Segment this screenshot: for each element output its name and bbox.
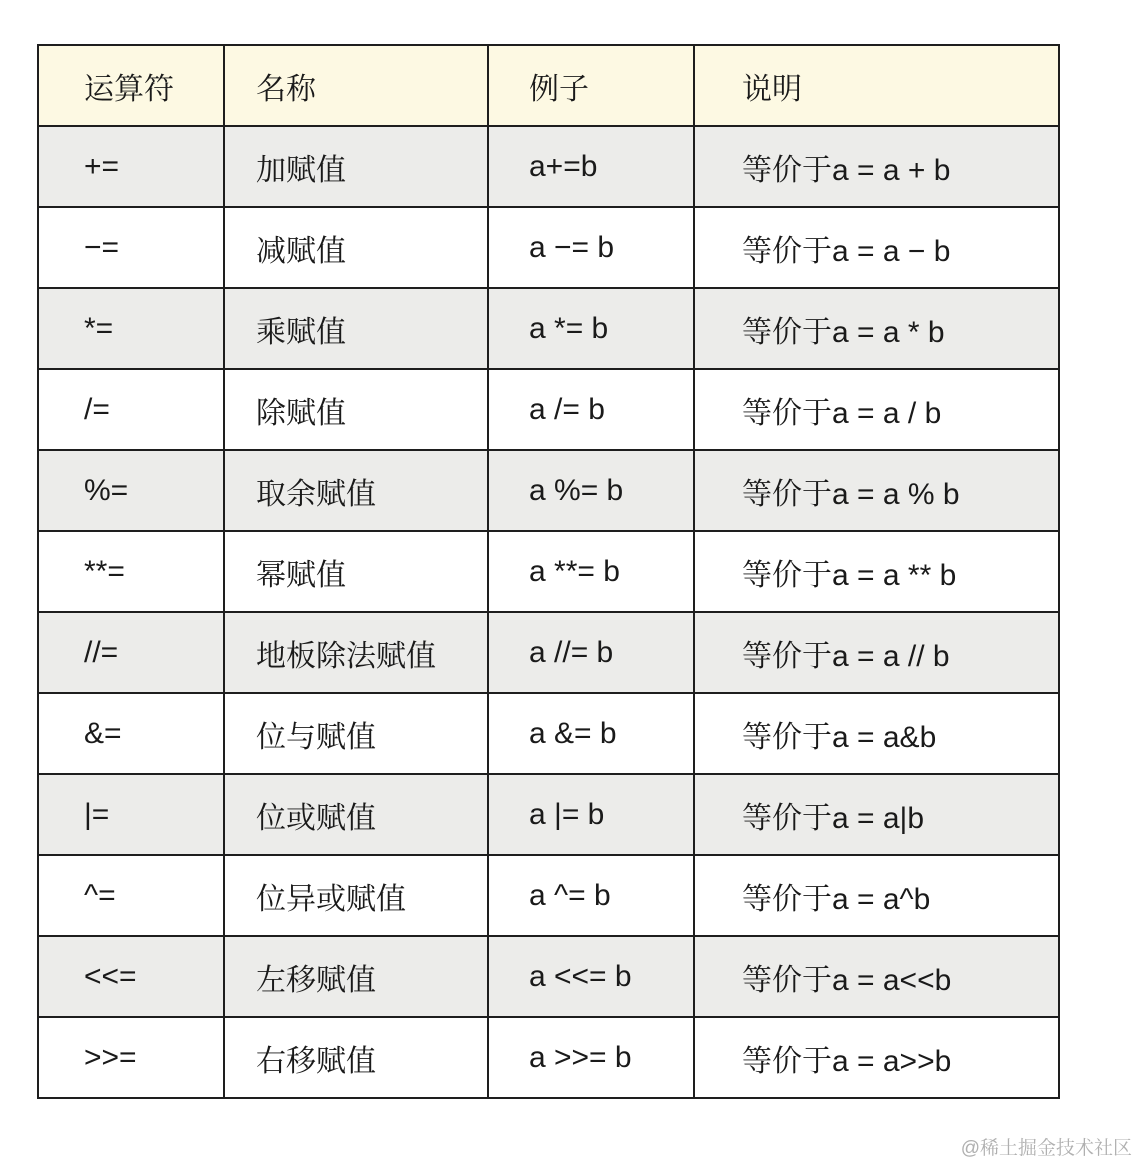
description-cell: 等价于a = a % b — [694, 450, 1059, 531]
table-row — [38, 288, 1059, 369]
description-cell: 等价于a = a // b — [694, 612, 1059, 693]
operator-cell: ^= — [38, 855, 224, 936]
table-row — [38, 936, 1059, 1017]
description-cell: 等价于a = a<<b — [694, 936, 1059, 1017]
name-cell: 地板除法赋值 — [224, 612, 488, 693]
example-cell: a %= b — [488, 450, 694, 531]
operator-cell: >>= — [38, 1017, 224, 1098]
example-cell: a <<= b — [488, 936, 694, 1017]
description-cell: 等价于a = a / b — [694, 369, 1059, 450]
description-cell: 等价于a = a ** b — [694, 531, 1059, 612]
name-cell: 右移赋值 — [224, 1017, 488, 1098]
table-row — [38, 612, 1059, 693]
name-cell: 取余赋值 — [224, 450, 488, 531]
operator-cell: **= — [38, 531, 224, 612]
example-cell: a //= b — [488, 612, 694, 693]
table-row — [38, 855, 1059, 936]
description-cell: 等价于a = a^b — [694, 855, 1059, 936]
description-cell: 等价于a = a|b — [694, 774, 1059, 855]
name-cell: 位异或赋值 — [224, 855, 488, 936]
table-row — [38, 369, 1059, 450]
name-cell: 加赋值 — [224, 126, 488, 207]
name-cell: 位或赋值 — [224, 774, 488, 855]
example-cell: a &= b — [488, 693, 694, 774]
table-row — [38, 126, 1059, 207]
operator-cell: &= — [38, 693, 224, 774]
operator-cell: += — [38, 126, 224, 207]
header-operator: 运算符 — [38, 45, 224, 126]
watermark: @稀土掘金技术社区 — [960, 1138, 1132, 1159]
description-cell: 等价于a = a&b — [694, 693, 1059, 774]
example-cell: a **= b — [488, 531, 694, 612]
operator-cell: %= — [38, 450, 224, 531]
header-example: 例子 — [488, 45, 694, 126]
name-cell: 幂赋值 — [224, 531, 488, 612]
operator-cell: |= — [38, 774, 224, 855]
name-cell: 除赋值 — [224, 369, 488, 450]
name-cell: 左移赋值 — [224, 936, 488, 1017]
description-cell: 等价于a = a>>b — [694, 1017, 1059, 1098]
description-cell: 等价于a = a * b — [694, 288, 1059, 369]
name-cell: 乘赋值 — [224, 288, 488, 369]
assignment-operators-table — [37, 44, 1060, 1099]
operator-cell: /= — [38, 369, 224, 450]
name-cell: 位与赋值 — [224, 693, 488, 774]
table-row — [38, 450, 1059, 531]
operator-table-container — [37, 44, 1058, 1099]
name-cell: 减赋值 — [224, 207, 488, 288]
table-row — [38, 693, 1059, 774]
table-row — [38, 207, 1059, 288]
operator-cell: *= — [38, 288, 224, 369]
table-row — [38, 531, 1059, 612]
example-cell: a /= b — [488, 369, 694, 450]
operator-cell: //= — [38, 612, 224, 693]
description-cell: 等价于a = a + b — [694, 126, 1059, 207]
table-row — [38, 774, 1059, 855]
header-name: 名称 — [224, 45, 488, 126]
example-cell: a+=b — [488, 126, 694, 207]
example-cell: a |= b — [488, 774, 694, 855]
operator-cell: <<= — [38, 936, 224, 1017]
example-cell: a *= b — [488, 288, 694, 369]
header-description: 说明 — [694, 45, 1059, 126]
table-header-row — [38, 45, 1059, 126]
example-cell: a >>= b — [488, 1017, 694, 1098]
description-cell: 等价于a = a − b — [694, 207, 1059, 288]
operator-cell: −= — [38, 207, 224, 288]
example-cell: a −= b — [488, 207, 694, 288]
table-row — [38, 1017, 1059, 1098]
example-cell: a ^= b — [488, 855, 694, 936]
